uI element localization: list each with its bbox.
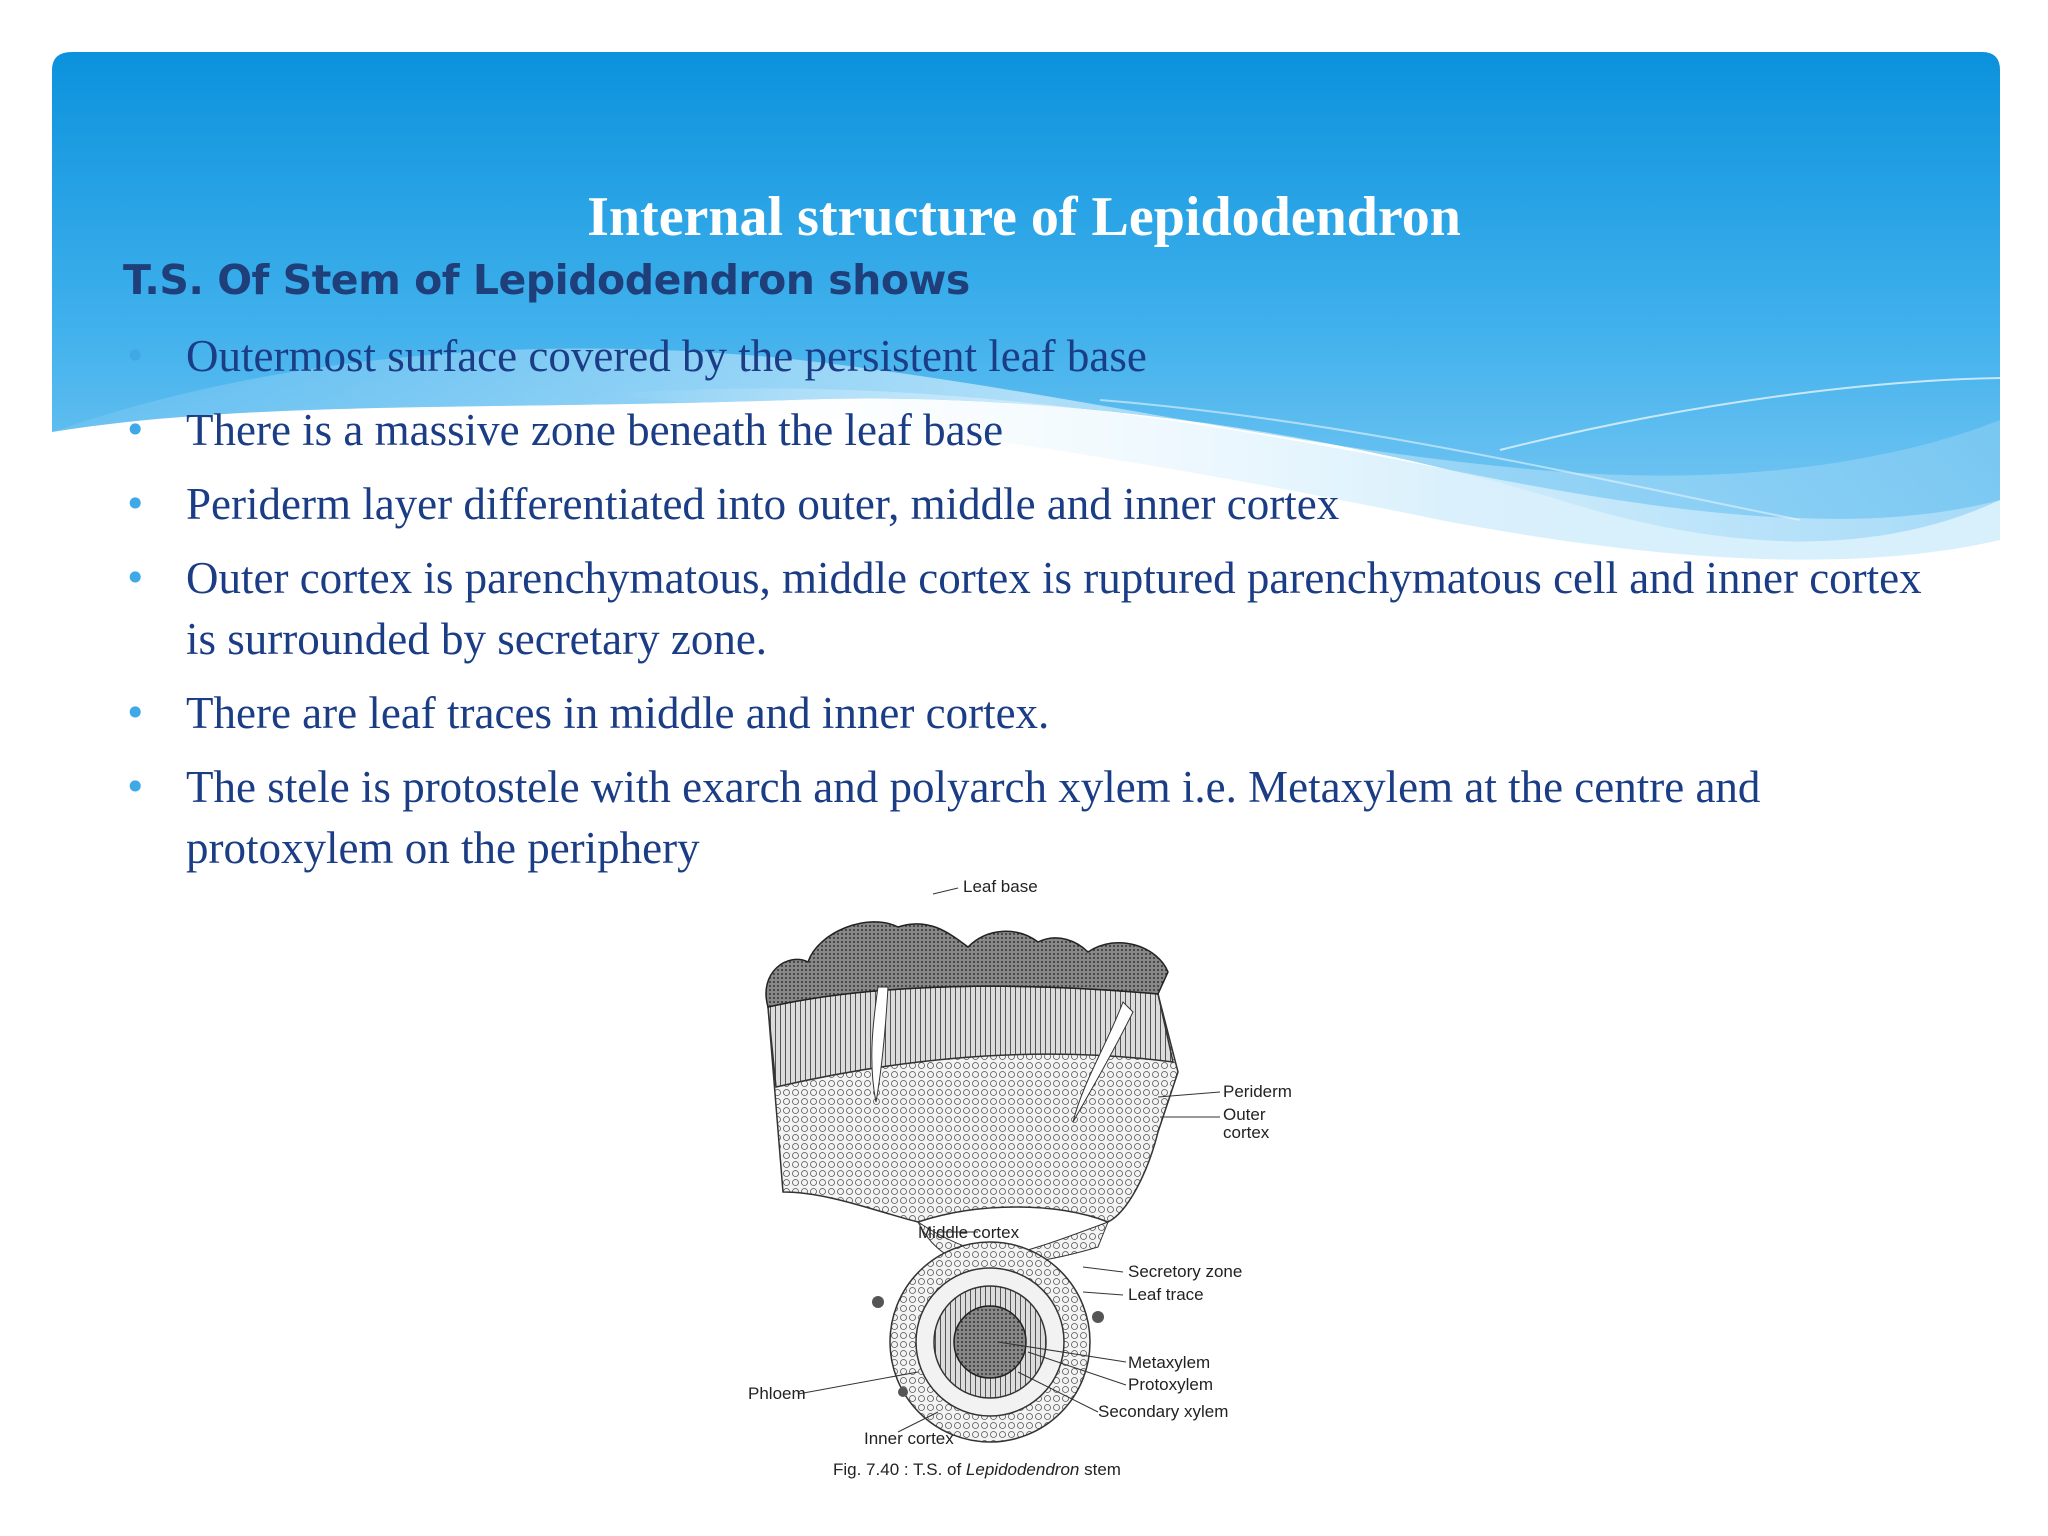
bullet-item bbox=[0, 548, 2000, 670]
label-middle-cortex: Middle cortex bbox=[918, 1223, 1020, 1242]
bullet-text: Outermost surface covered by the persistent leaf base bbox=[186, 331, 1147, 381]
bullet-icon: • bbox=[124, 765, 147, 809]
label-leaf-base: Leaf base bbox=[963, 877, 1038, 896]
slide-title: Internal structure of Lepidodendron bbox=[587, 186, 1461, 248]
bullet-text: There is a massive zone beneath the leaf base bbox=[186, 405, 1004, 455]
label-protoxylem: Protoxylem bbox=[1128, 1375, 1214, 1394]
bullet-text: Outer cortex is parenchymatous, middle cortex is ruptured parenchymatous cell and inner cortex is surrounded by secretary zone. bbox=[186, 553, 1922, 664]
bullet-item bbox=[0, 757, 2000, 879]
label-outer-cortex-2: cortex bbox=[1223, 1123, 1270, 1142]
bullet-text: Periderm layer differentiated into outer, middle and inner cortex bbox=[186, 479, 1340, 529]
bullet-icon: • bbox=[124, 334, 147, 378]
label-leaf-trace: Leaf trace bbox=[1128, 1285, 1204, 1304]
caption-prefix: Fig. 7.40 : T.S. of bbox=[833, 1460, 966, 1479]
caption-suffix: stem bbox=[1079, 1460, 1121, 1479]
bullet-icon: • bbox=[124, 691, 147, 735]
caption-italic: Lepidodendron bbox=[965, 1460, 1080, 1479]
label-phloem: Phloem bbox=[748, 1384, 806, 1403]
bullet-item bbox=[0, 474, 2000, 535]
label-secondary-xylem: Secondary xylem bbox=[1098, 1402, 1229, 1421]
bullet-text: The stele is protostele with exarch and polyarch xylem i.e. Metaxylem at the centre and protoxylem on the periphery bbox=[186, 762, 1761, 873]
label-metaxylem: Metaxylem bbox=[1128, 1353, 1211, 1372]
bullet-text: There are leaf traces in middle and inner cortex. bbox=[186, 688, 1050, 738]
bullet-item bbox=[0, 400, 2000, 461]
figure-caption bbox=[833, 1460, 1121, 1479]
label-inner-cortex: Inner cortex bbox=[864, 1429, 954, 1448]
label-periderm: Periderm bbox=[1223, 1082, 1292, 1101]
bullet-list bbox=[0, 326, 2000, 892]
label-outer-cortex-1: Outer bbox=[1223, 1105, 1266, 1124]
label-secretory-zone: Secretory zone bbox=[1128, 1262, 1243, 1281]
bullet-item bbox=[0, 683, 2000, 744]
bullet-icon: • bbox=[124, 408, 147, 452]
bullet-icon: • bbox=[124, 556, 147, 600]
bullet-item bbox=[0, 326, 2000, 387]
stem-cross-section-figure bbox=[728, 872, 1348, 1494]
bullet-icon: • bbox=[124, 482, 147, 526]
metaxylem-core bbox=[954, 1306, 1026, 1378]
slide-subtitle: T.S. Of Stem of Lepidodendron shows bbox=[123, 256, 970, 304]
